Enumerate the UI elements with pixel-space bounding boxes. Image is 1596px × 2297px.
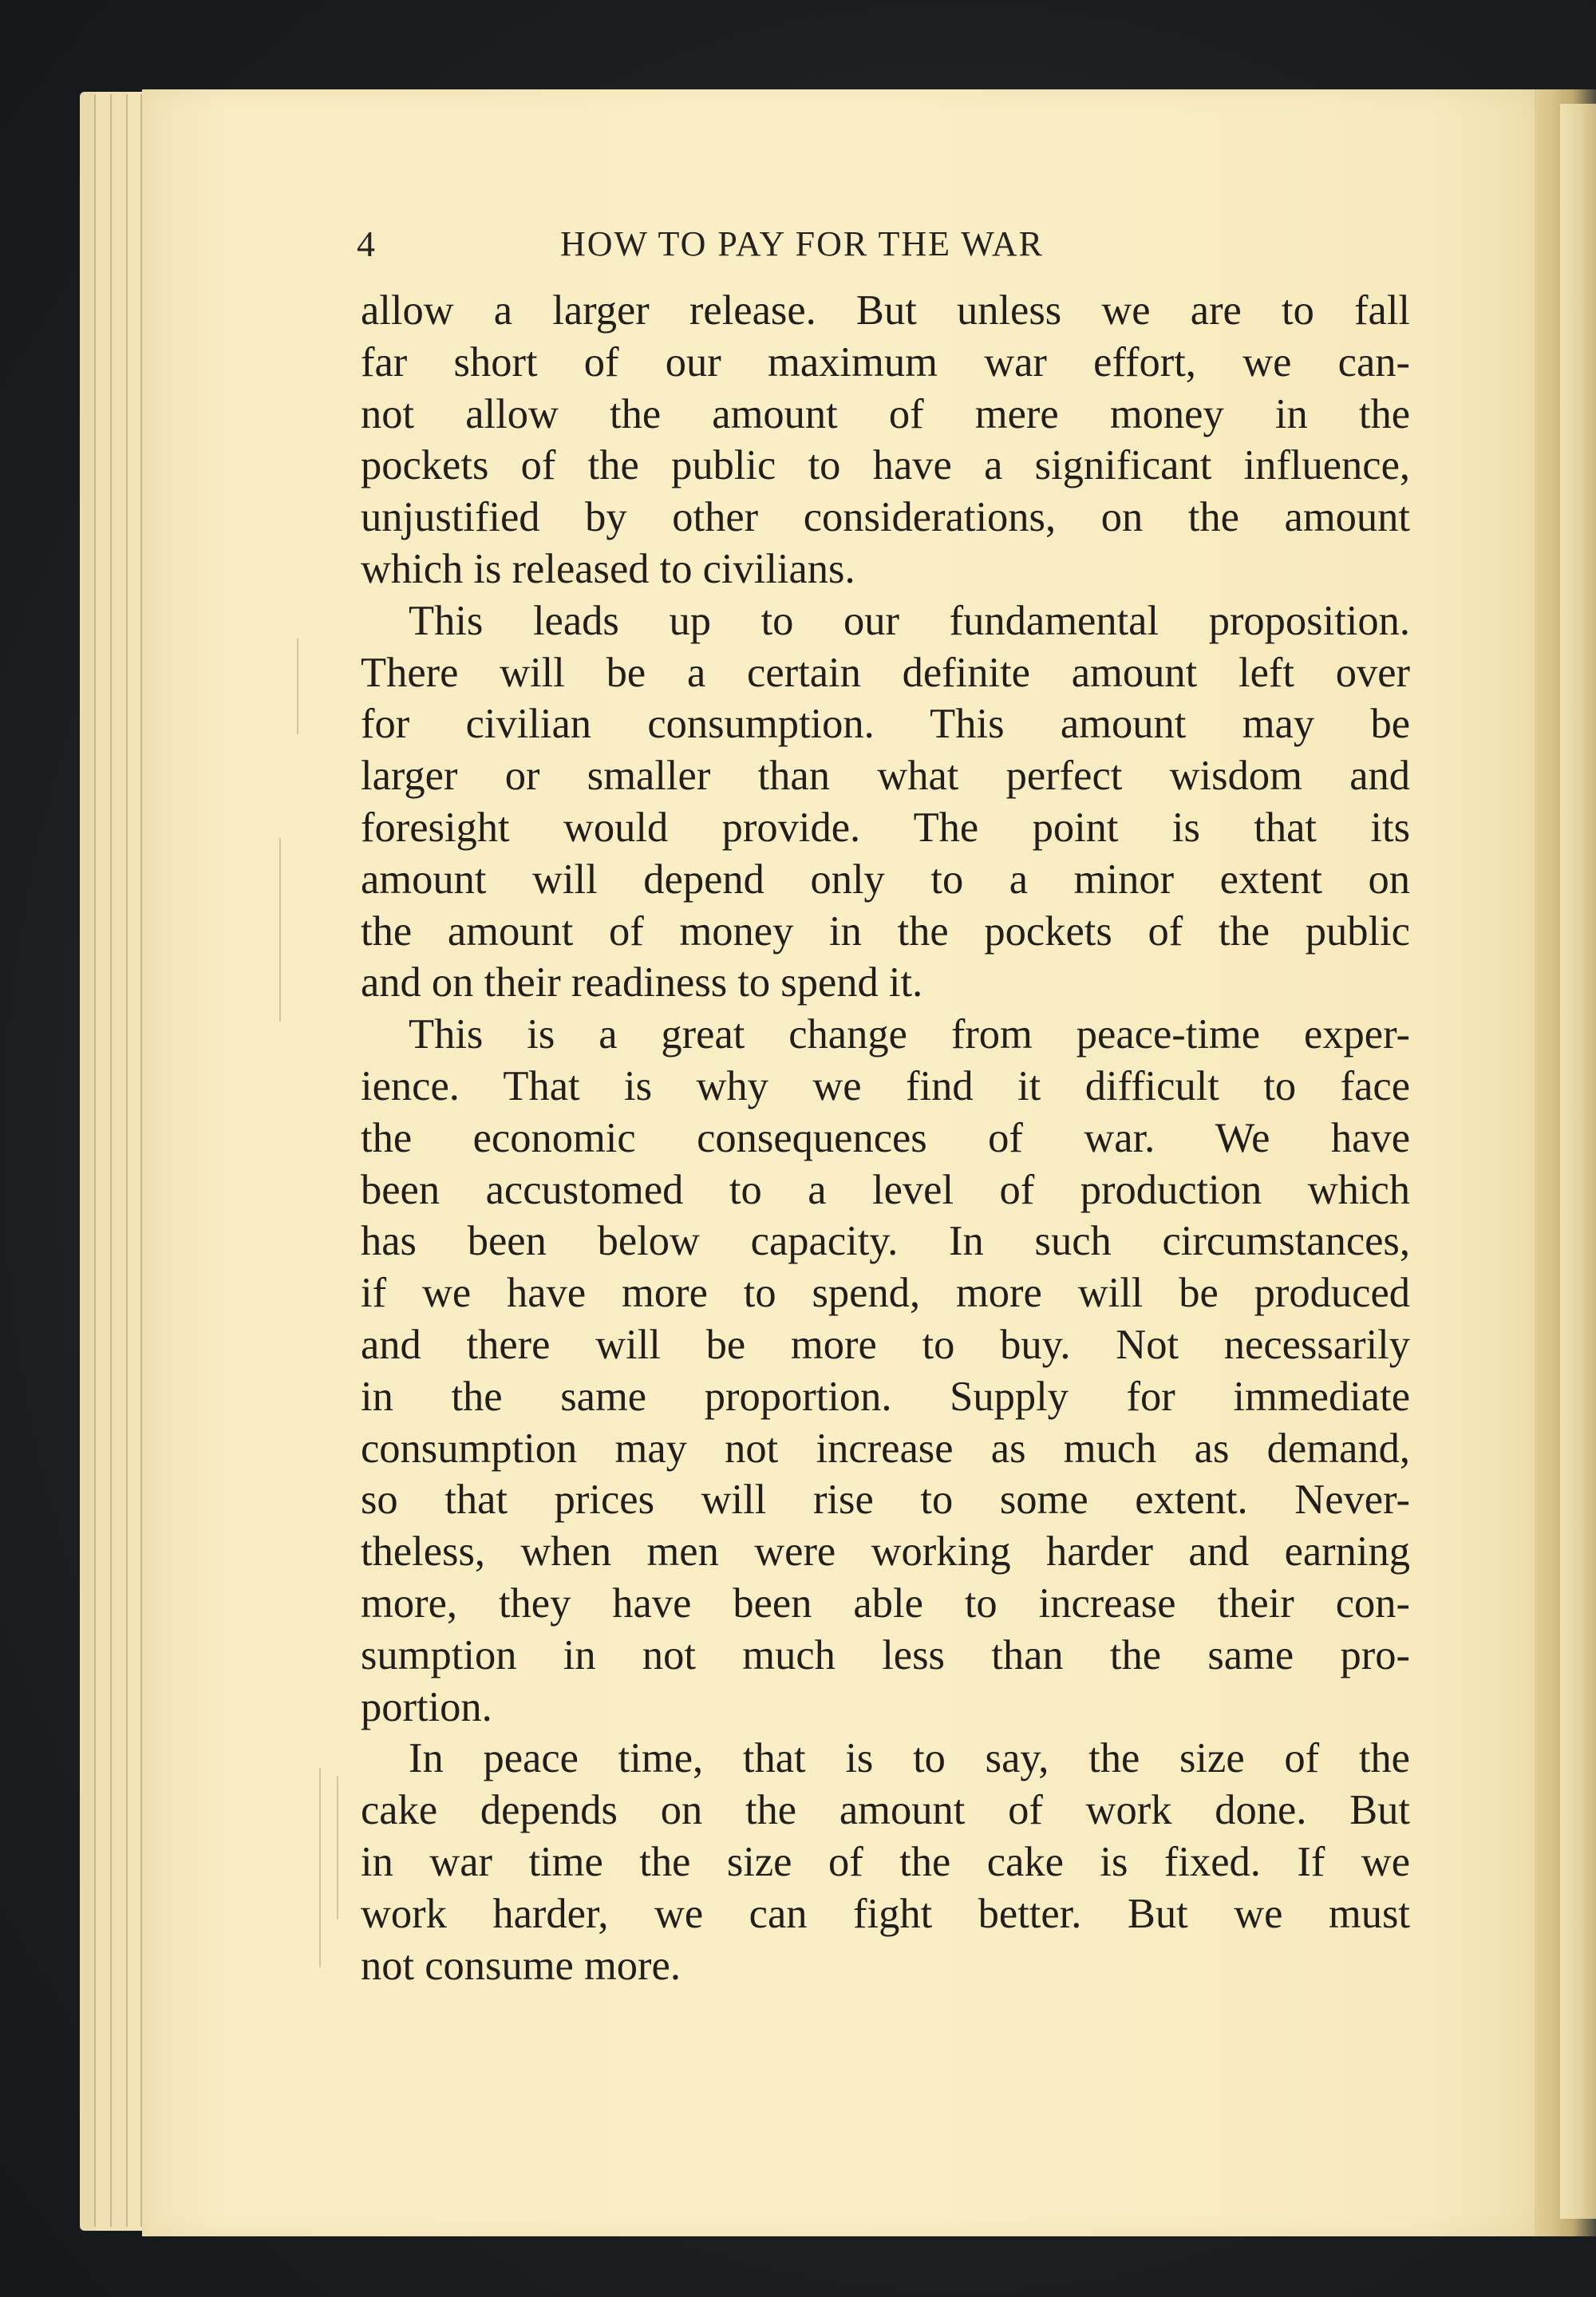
text-line: sumption in not much less than the same pro-: [361, 1631, 1410, 1678]
text-line: been accustomed to a level of production which: [361, 1166, 1410, 1213]
paragraph: [361, 285, 1410, 595]
text-line: In peace time, that is to say, the size of the: [409, 1735, 1410, 1782]
text-line: pockets of the public to have a significant influence,: [361, 442, 1410, 489]
text-line: the economic consequences of war. We have: [361, 1114, 1410, 1161]
text-line: allow a larger release. But unless we are to fall: [361, 287, 1410, 334]
text-line: far short of our maximum war effort, we can-: [361, 338, 1410, 385]
text-line: consumption may not increase as much as demand,: [361, 1425, 1410, 1472]
text-line: portion.: [361, 1683, 492, 1730]
text-line: foresight would provide. The point is that its: [361, 804, 1410, 851]
margin-pencil-mark: [337, 1776, 338, 1919]
page-number: 4: [357, 223, 375, 264]
text-line: unjustified by other considerations, on the amount: [361, 494, 1410, 541]
text-line: ience. That is why we find it difficult to face: [361, 1062, 1410, 1109]
margin-pencil-mark: [297, 638, 298, 734]
text-line: in the same proportion. Supply for immediate: [361, 1373, 1410, 1420]
text-line: amount will depend only to a minor extent on: [361, 856, 1410, 903]
text-line: There will be a certain definite amount left over: [361, 649, 1410, 696]
paragraph: [361, 595, 1410, 1009]
text-line: and on their readiness to spend it.: [361, 959, 923, 1006]
text-line: theless, when men were working harder and earning: [361, 1528, 1410, 1575]
text-line: so that prices will rise to some extent. Never-: [361, 1477, 1410, 1524]
margin-pencil-mark: [319, 1768, 321, 1967]
text-line: the amount of money in the pockets of the public: [361, 907, 1410, 955]
text-line: for civilian consumption. This amount may be: [361, 701, 1410, 748]
page-edge-line: [94, 94, 96, 2227]
facing-page-edge: [1560, 104, 1596, 2219]
page-edge-line: [126, 94, 128, 2227]
text-line: This is a great change from peace-time exper-: [409, 1011, 1410, 1058]
running-head: [357, 222, 1227, 267]
running-title: HOW TO PAY FOR THE WAR: [560, 224, 1044, 263]
paragraph: [361, 1009, 1410, 1733]
text-line: work harder, we can fight better. But we must: [361, 1890, 1410, 1937]
body-text: [361, 285, 1410, 1991]
text-line: which is released to civilians.: [361, 545, 855, 592]
text-line: in war time the size of the cake is fixed. If we: [361, 1838, 1410, 1885]
margin-pencil-mark: [279, 838, 281, 1022]
text-line: not allow the amount of mere money in the: [361, 390, 1410, 437]
text-line: if we have more to spend, more will be produced: [361, 1270, 1410, 1317]
text-line: has been below capacity. In such circumstances,: [361, 1218, 1410, 1265]
text-line: larger or smaller than what perfect wisdom and: [361, 753, 1410, 800]
paragraph: [361, 1733, 1410, 1991]
text-line: and there will be more to buy. Not necessarily: [361, 1321, 1410, 1368]
page-edge-line: [110, 94, 112, 2227]
text-line: not consume more.: [361, 1942, 681, 1989]
text-line: cake depends on the amount of work done. But: [361, 1787, 1410, 1834]
text-line: more, they have been able to increase their con-: [361, 1579, 1410, 1627]
text-line: This leads up to our fundamental proposition.: [409, 597, 1410, 644]
